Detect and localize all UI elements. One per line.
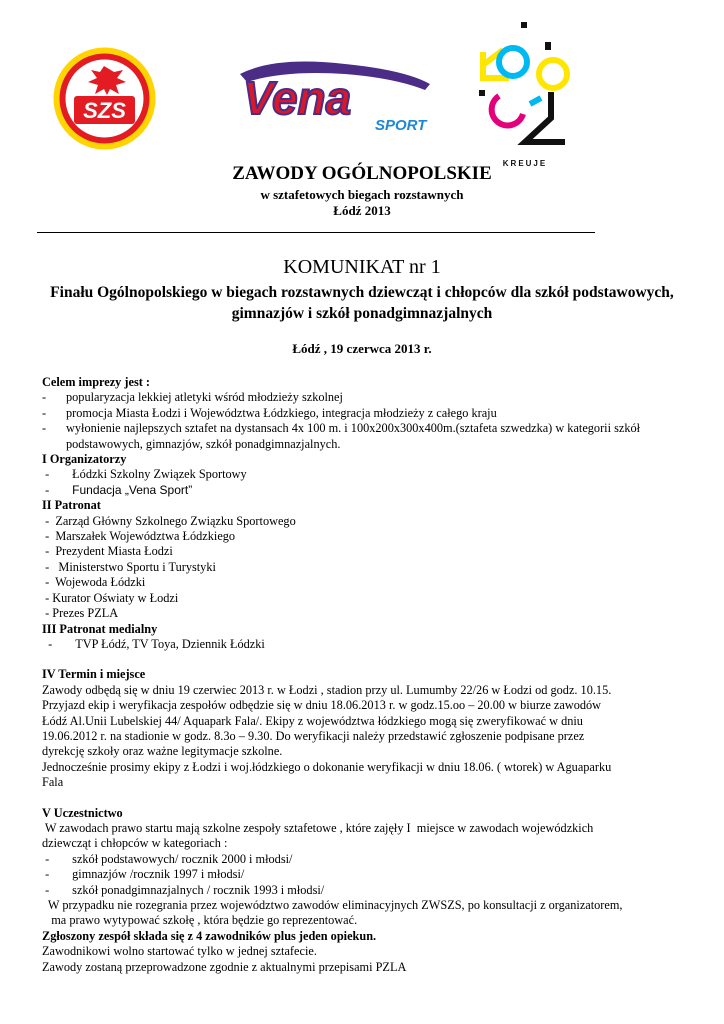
header-divider [37, 232, 595, 233]
vena-sport-logo [235, 56, 435, 136]
list-item: - Prezes PZLA [42, 606, 119, 621]
list-item: - szkół ponadgimnazjalnych / rocznik 1993 i młodsi/ [42, 882, 325, 897]
list-item: - gimnazjów /rocznik 1997 i młodsi/ [42, 867, 245, 882]
list-item: - TVP Łódź, TV Toya, Dziennik Łódzki [42, 636, 265, 651]
event-subtitle: w sztafetowych biegach rozstawnych [260, 187, 464, 202]
list-item: - promocja Miasta Łodzi i Województwa Łódzkiego, integracja młodzieży z całego kraju [42, 405, 497, 420]
list-item: - Kurator Oświaty w Łodzi [42, 590, 179, 605]
list-item: - Łódzki Szkolny Związek Sportowy [42, 467, 247, 482]
section-heading-organizers: I Organizatorzy [42, 452, 127, 467]
paragraph-line: Zawody zostaną przeprowadzone zgodnie z aktualnymi przepisami PZLA [42, 959, 407, 974]
list-item: - Prezydent Miasta Łodzi [42, 544, 173, 559]
list-item: - szkół podstawowych/ rocznik 2000 i młodsi/ [42, 851, 293, 866]
list-item: - Fundacja „Vena Sport” [42, 482, 193, 497]
list-item: - wyłonienie najlepszych sztafet na dystansach 4x 100 m. i 100x200x300x400m.(sztafeta szwedzka) w kategorii szkół podstawowych, gimnazjów, szkół ponadgimnazjalnych. [42, 421, 641, 451]
paragraph-line: Zawody odbędą się w dniu 19 czerwiec 2013 r. w Łodzi , stadion przy ul. Lumumby 22/26 w Łodzi od godz. 10.15. [42, 682, 612, 697]
event-location-year: Łódź 2013 [333, 203, 391, 218]
paragraph-line: Jednocześnie prosimy ekipy z Łodzi i woj.łódzkiego o dokonanie weryfikacji w dniu 18.06. ( wtorek) w Aguaparku [42, 759, 612, 774]
paragraph-line: dyrekcję szkoły oraz ważne legitymacje szkolne. [42, 744, 283, 759]
logo-bar [0, 0, 724, 170]
section-heading-participation: V Uczestnictwo [42, 805, 123, 820]
list-item: - Wojewoda Łódzki [42, 575, 146, 590]
section-heading-media-patronage: III Patronat medialny [42, 621, 158, 636]
paragraph-line: Przyjazd ekip i weryfikacja zespołów odbędzie się w dniu 18.06.2013 r. w godz.15.oo – 20.00 w biurze zawodów [42, 698, 602, 713]
team-composition-note: Zgłoszony zespół składa się z 4 zawodników plus jeden opiekun. [42, 928, 377, 943]
section-heading-goals: Celem imprezy jest : [42, 375, 151, 389]
kreuje-logo-text: KREUJE [502, 159, 548, 168]
paragraph-line: W zawodach prawo startu mają szkolne zespoły sztafetowe , które zajęły I miejsce w zawodach wojewódzkich [42, 820, 594, 835]
section-heading-patronage: II Patronat [42, 498, 101, 513]
paragraph-line: Fala [42, 775, 64, 790]
paragraph-line: dziewcząt i chłopców w kategoriach : [42, 836, 228, 851]
vena-logo-sport-text: SPORT [375, 117, 427, 134]
szs-logo [52, 46, 157, 151]
document-body [42, 375, 692, 975]
paragraph-line: Łódź Al.Unii Lubelskiej 44/ Aquapark Fala/. Ekipy z województwa łódzkiego mogą się zweryfikować w dniu [42, 713, 583, 728]
szs-logo-text: SZS [83, 98, 126, 123]
list-item: - Marszałek Województwa Łódzkiego [42, 529, 236, 544]
event-title: ZAWODY OGÓLNOPOLSKIE [232, 163, 492, 184]
paragraph-line: Zawodnikowi wolno startować tylko w jednej sztafecie. [42, 944, 317, 959]
section-heading-date-venue: IV Termin i miejsce [42, 667, 146, 682]
list-item: - Ministerstwo Sportu i Turystyki [42, 559, 216, 574]
communique-subtitle: Finału Ogólnopolskiego w biegach rozstawnych dziewcząt i chłopców dla szkół podstawowych, gimnazjów i szkół ponadgimnazjalnych [50, 284, 674, 322]
communique-title: KOMUNIKAT nr 1 [283, 256, 441, 278]
vena-logo-text: Vena [243, 72, 352, 124]
paragraph-line: W przypadku nie rozegrania przez województwo zawodów eliminacyjnych ZWSZS, po konsultacji z organizatorem, [42, 898, 623, 912]
list-item: - popularyzacja lekkiej atletyki wśród młodzieży szkolnej [42, 390, 343, 405]
lodz-kreuje-logo [475, 22, 575, 170]
list-item: - Zarząd Główny Szkolnego Związku Sportowego [42, 513, 296, 528]
paragraph-line: ma prawo wytypować szkołę , która będzie go reprezentować. [42, 913, 358, 928]
paragraph-line: 19.06.2012 r. na stadionie w godz. 8.3o – 9.30. Do weryfikacji należy przedstawić zgłoszenie podpisane przez [42, 728, 585, 743]
communique-date: Łódź , 19 czerwca 2013 r. [292, 341, 432, 356]
